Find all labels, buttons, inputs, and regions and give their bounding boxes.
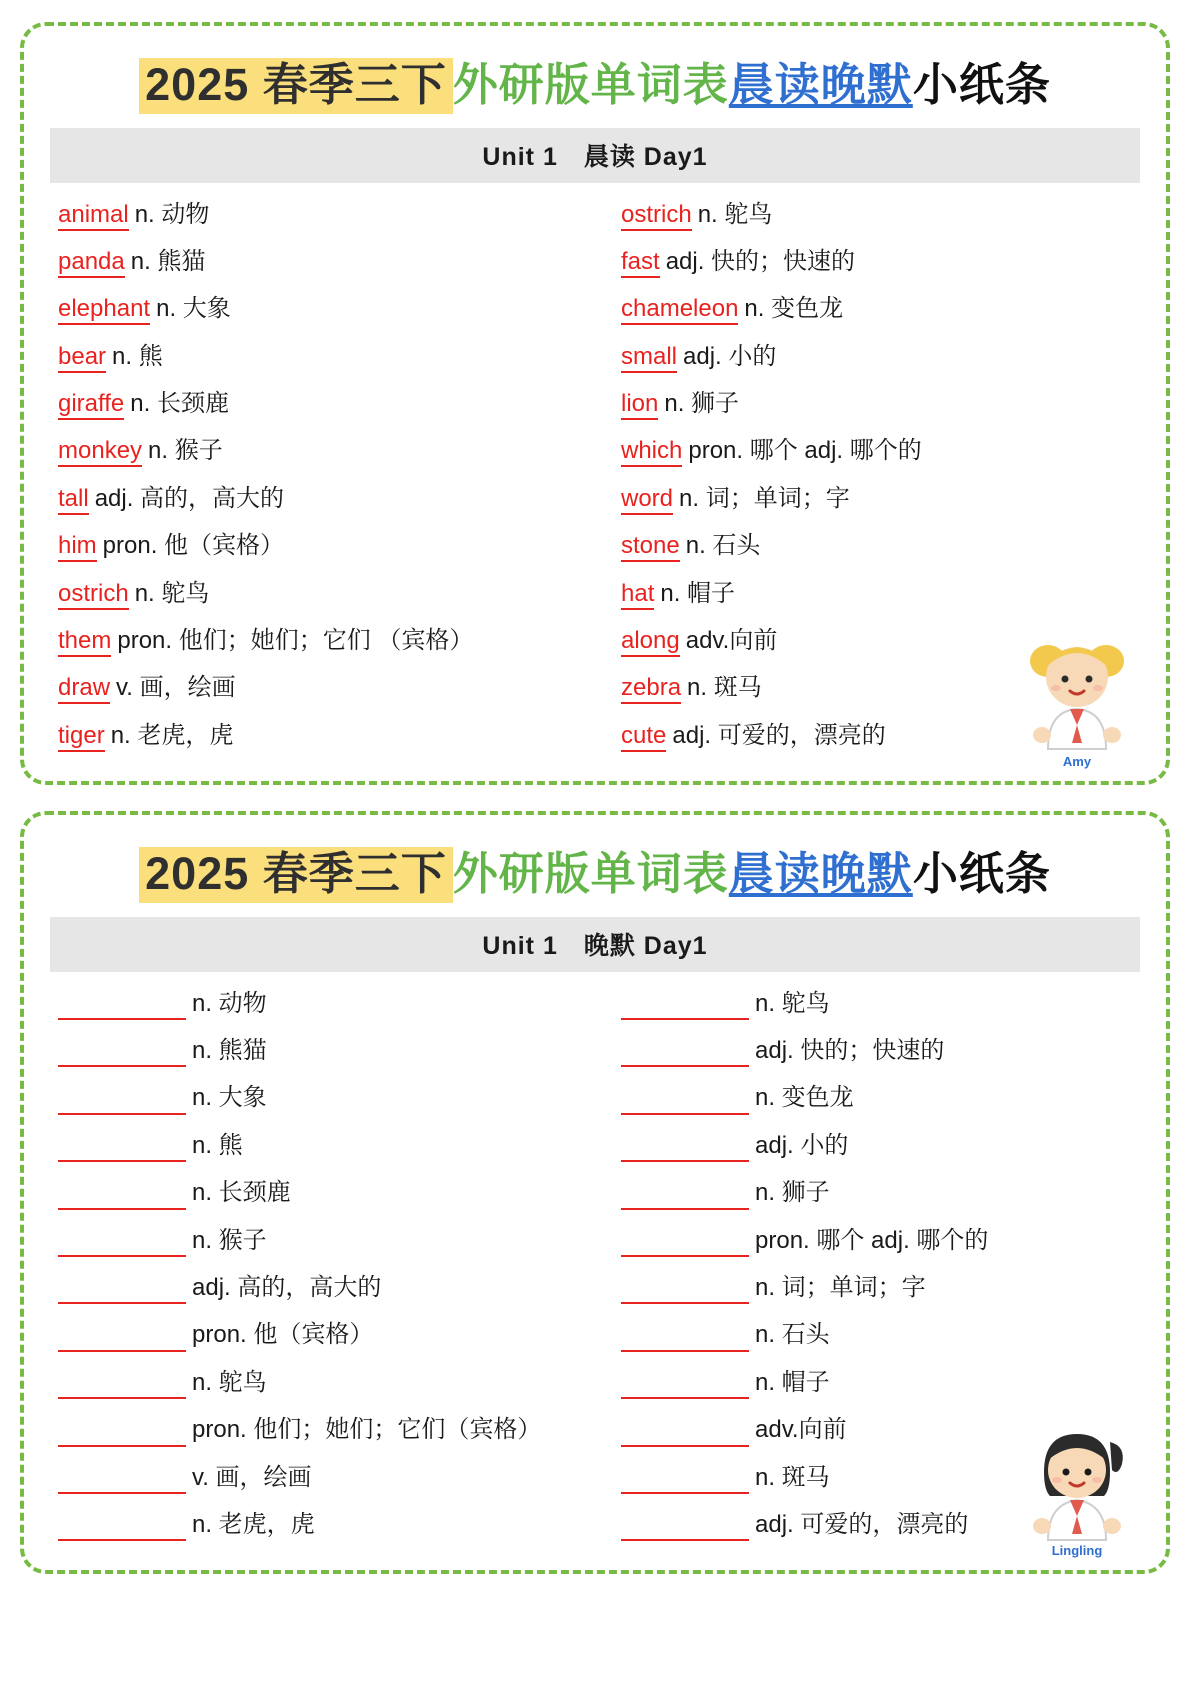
answer-blank[interactable] <box>621 1235 749 1257</box>
word-definition: n. 鸵鸟 <box>697 200 773 228</box>
word-entry <box>58 246 595 278</box>
answer-blank[interactable] <box>58 1472 186 1494</box>
answer-blank[interactable] <box>621 1377 749 1399</box>
word-entry <box>621 1225 1140 1257</box>
answer-blank[interactable] <box>58 1235 186 1257</box>
answer-blank[interactable] <box>58 998 186 1020</box>
word-entry <box>621 1272 1140 1304</box>
word-text: along <box>621 627 680 657</box>
word-text: small <box>621 343 677 373</box>
word-entry <box>58 1177 595 1209</box>
word-definition: n. 长颈鹿 <box>192 1179 291 1207</box>
word-definition: n. 老虎，虎 <box>110 721 234 749</box>
word-text: them <box>58 627 111 657</box>
word-definition: pron. 他们；她们；它们（宾格） <box>192 1416 542 1444</box>
word-definition: n. 猴子 <box>148 437 223 465</box>
answer-blank[interactable] <box>621 1472 749 1494</box>
word-text: monkey <box>58 437 142 467</box>
title-year: 2025 春季三下 <box>139 58 453 114</box>
word-definition: n. 变色龙 <box>744 295 844 323</box>
word-entry <box>58 1225 595 1257</box>
word-entry <box>621 246 1140 278</box>
answer-blank[interactable] <box>58 1140 186 1162</box>
word-entry <box>621 341 1140 373</box>
word-definition: adj. 小的 <box>755 1131 849 1159</box>
word-definition: n. 词；单词；字 <box>679 484 850 512</box>
word-entry <box>58 1509 595 1541</box>
word-definition: n. 长颈鹿 <box>130 390 229 418</box>
word-text: elephant <box>58 295 150 325</box>
word-text: panda <box>58 248 125 278</box>
word-entry <box>58 483 595 515</box>
word-columns <box>50 982 1140 1557</box>
word-definition: n. 词；单词；字 <box>755 1274 926 1302</box>
word-definition: pron. 哪个 adj. 哪个的 <box>755 1226 989 1254</box>
word-entry <box>621 1035 1140 1067</box>
word-entry <box>58 1367 595 1399</box>
title-suffix: 小纸条 <box>912 848 1051 900</box>
word-definition: n. 大象 <box>192 1084 267 1112</box>
title-publisher: 外研版单词表 <box>452 59 729 110</box>
word-definition: n. 帽子 <box>755 1368 830 1396</box>
word-entry <box>58 625 595 657</box>
word-text: animal <box>58 201 129 231</box>
word-definition: n. 鸵鸟 <box>192 1368 267 1396</box>
word-entry <box>58 1130 595 1162</box>
word-definition: n. 大象 <box>156 295 231 323</box>
word-text: bear <box>58 343 106 373</box>
word-entry <box>58 1272 595 1304</box>
word-definition: adj. 高的，高大的 <box>192 1274 382 1302</box>
word-text: chameleon <box>621 295 738 325</box>
word-entry <box>621 388 1140 420</box>
word-definition: n. 动物 <box>192 989 267 1017</box>
word-entry <box>58 435 595 467</box>
word-text: stone <box>621 532 680 562</box>
avatar-label: Amy <box>1062 754 1092 770</box>
word-column-left <box>50 988 595 1557</box>
word-definition: n. 狮子 <box>755 1179 830 1207</box>
card-title <box>50 58 1140 114</box>
title-publisher: 外研版单词表 <box>452 848 729 900</box>
word-text: lion <box>621 390 658 420</box>
answer-blank[interactable] <box>58 1377 186 1399</box>
word-entry <box>621 293 1140 325</box>
title-mode: 晨读晚默 <box>728 59 913 110</box>
word-definition: n. 狮子 <box>664 390 740 418</box>
word-entry <box>58 672 595 704</box>
word-definition: n. 变色龙 <box>755 1084 854 1112</box>
word-text: draw <box>58 674 110 704</box>
word-definition: adj. 可爱的，漂亮的 <box>672 721 886 749</box>
word-entry <box>58 1319 595 1351</box>
word-text: fast <box>621 248 660 278</box>
word-entry <box>621 1367 1140 1399</box>
word-definition: adv.向前 <box>755 1416 847 1444</box>
unit-header: Unit 1 晚默 Day1 <box>50 917 1140 972</box>
word-entry <box>58 293 595 325</box>
word-definition: pron. 他们；她们；它们 （宾格） <box>117 627 474 655</box>
word-entry <box>58 341 595 373</box>
word-entry <box>621 1082 1140 1114</box>
word-definition: n. 鸵鸟 <box>755 989 830 1017</box>
word-definition: n. 老虎，虎 <box>192 1510 315 1538</box>
word-definition: n. 熊 <box>192 1131 243 1159</box>
word-entry <box>621 1319 1140 1351</box>
word-entry <box>621 578 1140 610</box>
word-text: giraffe <box>58 390 124 420</box>
answer-blank[interactable] <box>621 1093 749 1115</box>
word-text: word <box>621 485 673 515</box>
word-entry <box>621 483 1140 515</box>
answer-blank[interactable] <box>58 1282 186 1304</box>
word-entry <box>58 1462 595 1494</box>
word-definition: adj. 可爱的，漂亮的 <box>755 1510 969 1538</box>
unit-header: Unit 1 晨读 Day1 <box>50 128 1140 183</box>
word-text: which <box>621 437 682 467</box>
word-entry <box>58 720 595 752</box>
avatar-amy <box>1018 631 1136 771</box>
word-text: zebra <box>621 674 681 704</box>
word-definition: adj. 快的；快速的 <box>665 247 856 275</box>
answer-blank[interactable] <box>621 1282 749 1304</box>
word-text: tiger <box>58 722 105 752</box>
title-mode: 晨读晚默 <box>728 848 913 900</box>
avatar-label: Lingling <box>1051 1543 1103 1559</box>
word-text: him <box>58 532 97 562</box>
answer-blank[interactable] <box>58 1425 186 1447</box>
word-definition: n. 斑马 <box>755 1463 830 1491</box>
word-definition: n. 熊 <box>112 342 163 370</box>
answer-blank[interactable] <box>58 1188 186 1210</box>
word-definition: adv.向前 <box>685 627 778 655</box>
word-definition: pron. 哪个 adj. 哪个的 <box>688 437 922 465</box>
word-definition: n. 动物 <box>134 200 210 228</box>
word-definition: pron. 他（宾格） <box>102 532 285 560</box>
word-text: cute <box>621 722 666 752</box>
word-definition: n. 熊猫 <box>192 1037 267 1065</box>
word-definition: n. 石头 <box>755 1321 830 1349</box>
word-definition: n. 斑马 <box>687 674 762 702</box>
word-entry <box>58 199 595 231</box>
word-definition: v. 画，绘画 <box>192 1463 312 1491</box>
word-entry <box>621 530 1140 562</box>
answer-blank[interactable] <box>58 1093 186 1115</box>
word-definition: adj. 快的；快速的 <box>755 1037 945 1065</box>
answer-blank[interactable] <box>621 1330 749 1352</box>
word-entry <box>58 1082 595 1114</box>
answer-blank[interactable] <box>621 1519 749 1541</box>
word-column-left <box>50 199 595 768</box>
word-definition: n. 帽子 <box>660 579 736 607</box>
answer-blank[interactable] <box>621 1045 749 1067</box>
word-columns <box>50 193 1140 768</box>
word-text: ostrich <box>621 201 692 231</box>
answer-blank[interactable] <box>621 1140 749 1162</box>
word-definition: adj. 小的 <box>683 342 777 370</box>
answer-blank[interactable] <box>621 1188 749 1210</box>
girl-avatar-icon <box>1018 1420 1136 1548</box>
avatar-lingling <box>1018 1420 1136 1560</box>
title-year: 2025 春季三下 <box>139 847 453 903</box>
answer-blank[interactable] <box>58 1519 186 1541</box>
word-text: hat <box>621 580 654 610</box>
card-title <box>50 847 1140 903</box>
word-definition: n. 熊猫 <box>130 247 206 275</box>
answer-blank[interactable] <box>58 1045 186 1067</box>
vocab-card-dictation <box>20 811 1170 1574</box>
word-entry <box>58 530 595 562</box>
word-definition: adj. 高的，高大的 <box>94 484 285 512</box>
word-entry <box>58 388 595 420</box>
word-definition: pron. 他（宾格） <box>192 1321 374 1349</box>
vocab-card-morning <box>20 22 1170 785</box>
answer-blank[interactable] <box>621 998 749 1020</box>
answer-blank[interactable] <box>58 1330 186 1352</box>
word-definition: n. 石头 <box>685 532 761 560</box>
word-entry <box>58 1035 595 1067</box>
word-entry <box>621 1177 1140 1209</box>
word-entry <box>621 1130 1140 1162</box>
word-entry <box>58 988 595 1020</box>
word-entry <box>621 435 1140 467</box>
word-entry <box>58 578 595 610</box>
word-definition: n. 鸵鸟 <box>134 579 210 607</box>
answer-blank[interactable] <box>621 1425 749 1447</box>
word-entry <box>621 199 1140 231</box>
girl-avatar-icon <box>1018 631 1136 759</box>
word-definition: n. 猴子 <box>192 1226 267 1254</box>
word-entry <box>58 1414 595 1446</box>
word-text: tall <box>58 485 89 515</box>
title-suffix: 小纸条 <box>912 59 1051 110</box>
word-definition: v. 画，绘画 <box>116 674 236 702</box>
word-text: ostrich <box>58 580 129 610</box>
word-entry <box>621 988 1140 1020</box>
